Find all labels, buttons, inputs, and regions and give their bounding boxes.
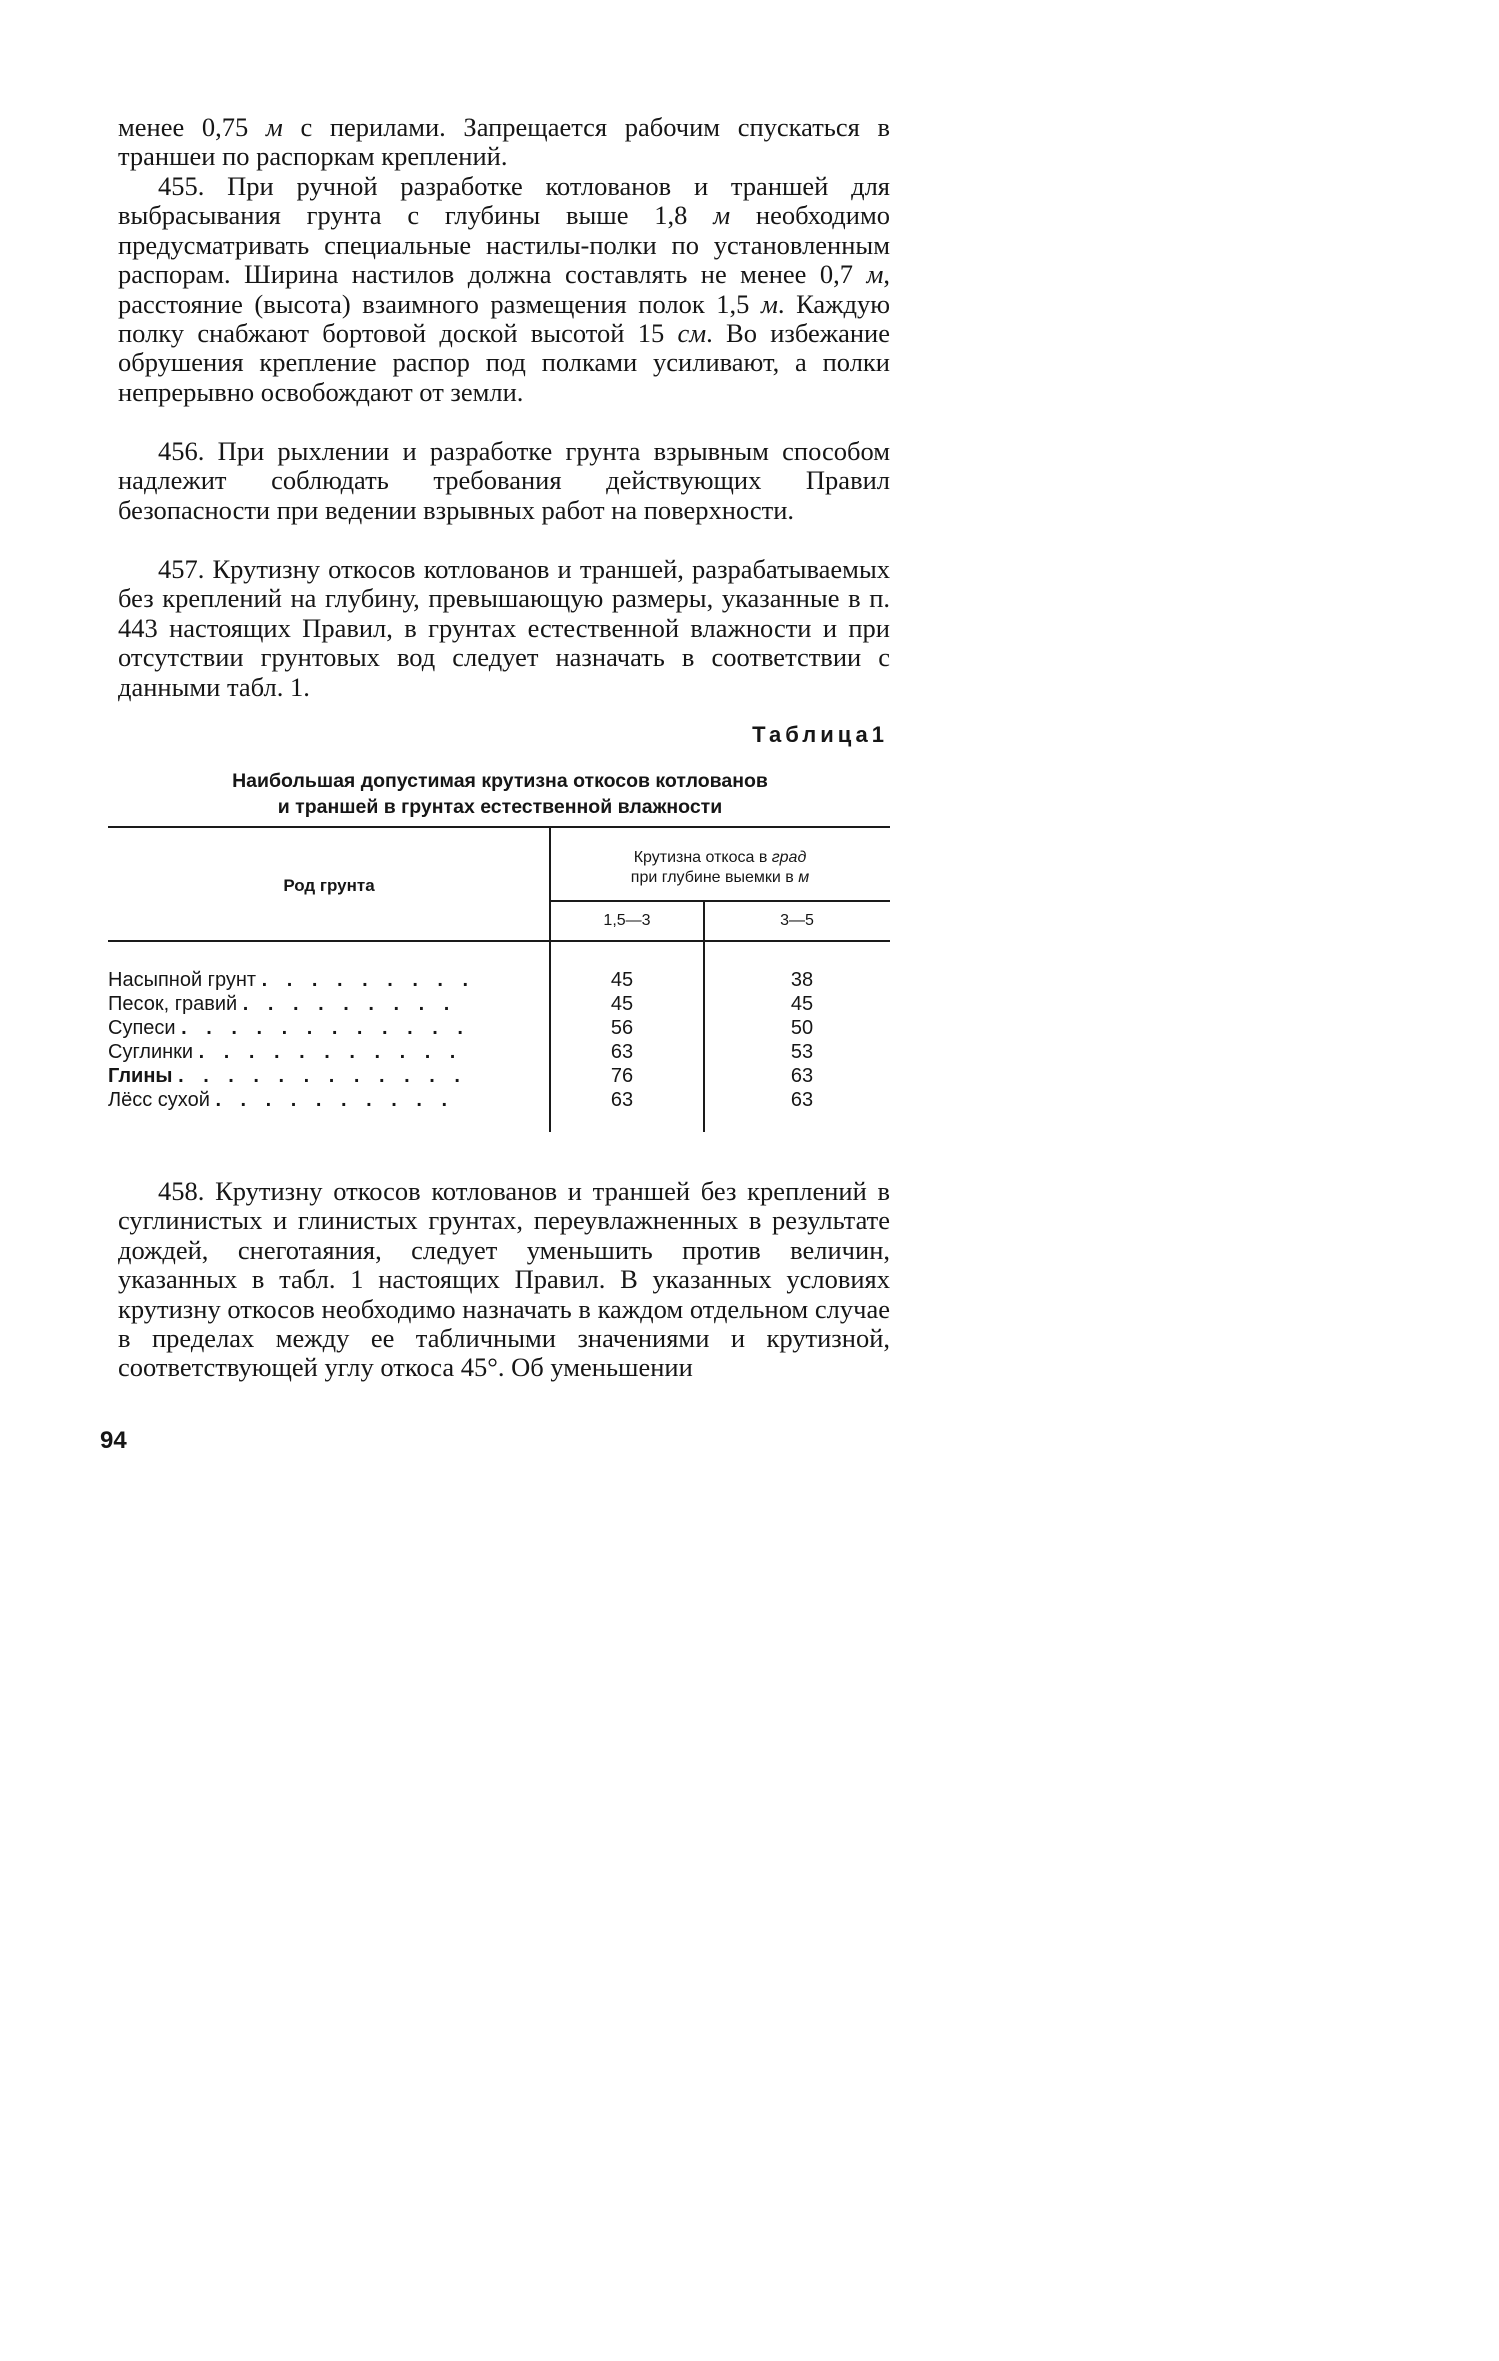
table-header-rule [108, 940, 890, 942]
slope-value-1-5-3: 45 [610, 993, 634, 1015]
page-number: 94 [100, 1427, 127, 1454]
slope-value-1-5-3: 56 [610, 1017, 634, 1039]
soil-name: Лёсс сухой [108, 1089, 210, 1111]
soil-name: Песок, гравий [108, 993, 238, 1015]
leader-dots: . . . . . . . . . . . . [178, 1065, 467, 1087]
slope-value-3-5: 38 [790, 969, 814, 991]
soil-type [108, 968, 536, 992]
depth-column-1-5-3: 1,5—3 [603, 912, 651, 929]
soil-name: Суглинки [108, 1041, 194, 1063]
soil-type [108, 1040, 536, 1064]
table-row [108, 968, 890, 992]
slope-value-1-5-3: 63 [610, 1089, 634, 1111]
table-number: Таблица1 [752, 722, 888, 747]
table-row [108, 1064, 890, 1088]
soil-type [108, 1064, 536, 1088]
paragraph-458: 458. Крутизну откосов котлованов и траншей без креплений в суглинистых и глинистых грунтах, переувлажненных в результате дождей, снеготаяния, следует уменьшить против величин, указанных в табл. 1 настоящих Правил. В указанных условиях крутизну откосов необходимо назначать в каждом отдельном случае в пределах между ее табличными значениями и крутизной, соответствующей углу откоса 45°. Об уменьшении [118, 1176, 890, 1383]
soil-column-header: Род грунта [283, 876, 375, 895]
paragraph-continuation: менее 0,75 м с перилами. Запрещается рабочим спускаться в траншеи по распоркам креплений. [118, 112, 890, 172]
soil-type [108, 1016, 536, 1040]
paragraph-456: 456. При рыхлении и разработке грунта взрывным способом надлежит соблюдать требования действующих Правил безопасности при ведении взрывных работ на поверхности. [118, 436, 890, 525]
soil-type [108, 992, 536, 1016]
slope-value-3-5: 50 [790, 1017, 814, 1039]
table-subheader-rule [550, 900, 890, 902]
leader-dots: . . . . . . . . . [261, 969, 476, 991]
table-row [108, 1088, 890, 1112]
leader-dots: . . . . . . . . . [242, 993, 457, 1015]
soil-name: Супеси [108, 1017, 176, 1039]
slope-column-header: Крутизна откоса в град при глубине выемки в м [630, 849, 810, 886]
soil-name: Глины [108, 1065, 173, 1087]
table-body [108, 968, 890, 1112]
soil-type [108, 1088, 536, 1112]
depth-column-3-5: 3—5 [780, 912, 814, 929]
table-row [108, 1016, 890, 1040]
table-row [108, 992, 890, 1016]
slope-value-3-5: 63 [790, 1065, 814, 1087]
slope-value-1-5-3: 45 [610, 969, 634, 991]
paragraph-457: 457. Крутизну откосов котлованов и траншей, разрабатываемых без креплений на глубину, превышающую размеры, указанные в п. 443 настоящих Правил, в грунтах естественной влажности и при отсутствии грунтовых вод следует назначать в соответствии с данными табл. 1. [118, 554, 890, 702]
slope-value-3-5: 53 [790, 1041, 814, 1063]
slope-table [108, 826, 890, 1136]
slope-value-1-5-3: 76 [610, 1065, 634, 1087]
leader-dots: . . . . . . . . . . . [198, 1041, 463, 1063]
leader-dots: . . . . . . . . . . [215, 1089, 455, 1111]
paragraph-455: 455. При ручной разработке котлованов и траншей для выбрасывания грунта с глубины выше 1,8 м необходимо предусматривать специальные настилы-полки по установленным распорам. Ширина настилов должна составлять не менее 0,7 м, расстояние (высота) взаимного размещения полок 1,5 м. Каждую полку снабжают бортовой доской высотой 15 см. Во избежание обрушения крепление распор под полками усиливают, а полки непрерывно освобождают от земли. [118, 171, 890, 407]
soil-name: Насыпной грунт [108, 969, 257, 991]
leader-dots: . . . . . . . . . . . . [181, 1017, 470, 1039]
table-top-rule [108, 826, 890, 828]
slope-value-1-5-3: 63 [610, 1041, 634, 1063]
table-row [108, 1040, 890, 1064]
table-title: Наибольшая допустимая крутизна откосов котлованов и траншей в грунтах естественной влажности [232, 770, 768, 818]
slope-value-3-5: 63 [790, 1089, 814, 1111]
slope-value-3-5: 45 [790, 993, 814, 1015]
